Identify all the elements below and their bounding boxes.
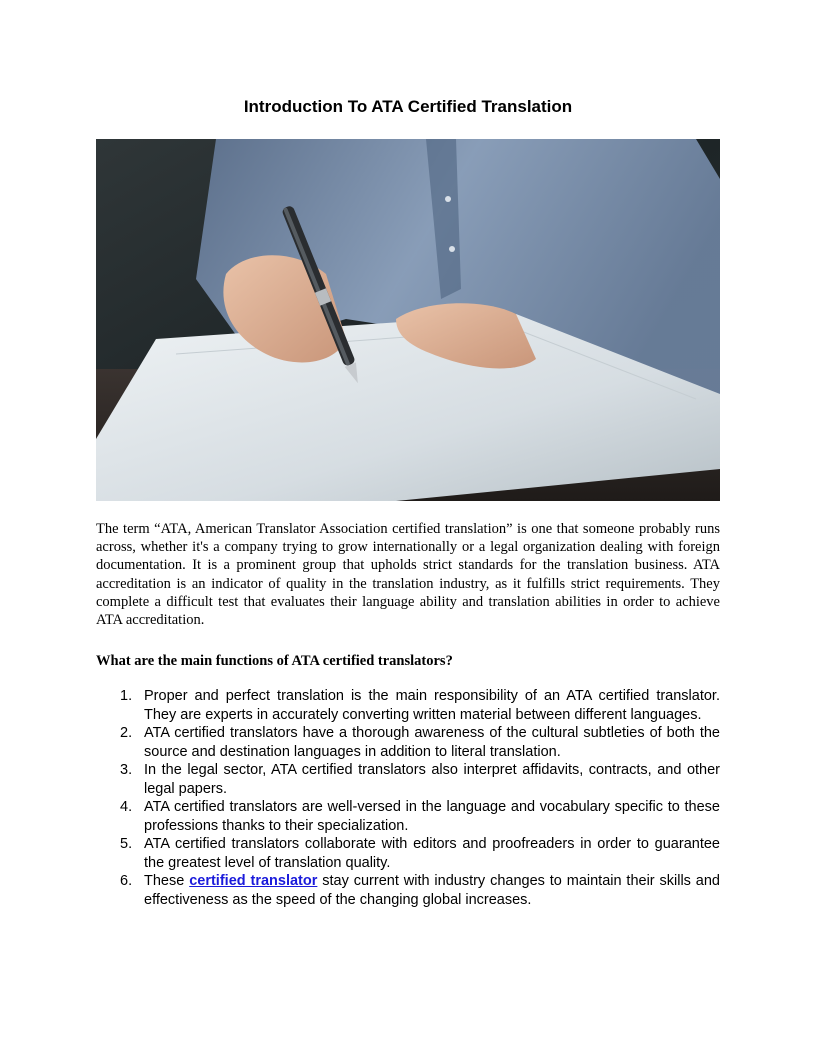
list-item-number: 5. bbox=[120, 836, 133, 852]
section-heading: What are the main functions of ATA certified translators? bbox=[96, 653, 453, 669]
list-item-number: 6. bbox=[120, 873, 133, 889]
list-item-text-after: stay current with industry changes to maintain their skills and effectiveness as the speed of the changing global increases. bbox=[144, 873, 720, 908]
list-item bbox=[96, 761, 720, 798]
list-item bbox=[96, 798, 720, 835]
list-item-number: 1. bbox=[120, 688, 133, 704]
hero-image bbox=[96, 139, 720, 501]
intro-paragraph: The term “ATA, American Translator Association certified translation” is one that someone probably runs across, whether it's a company trying to grow internationally or a legal organization dealing with foreign documentation. It is a prominent group that upholds strict standards for the translation business. ATA accreditation is an indicator of quality in the translation industry, as it fulfills strict requirements. They complete a difficult test that evaluates their language ability and translation abilities in order to achieve ATA accreditation. bbox=[96, 521, 720, 629]
page-title: Introduction To ATA Certified Translation bbox=[243, 97, 573, 116]
list-item-number: 3. bbox=[120, 762, 133, 778]
list-item-text: Proper and perfect translation is the main responsibility of an ATA certified translator. They are experts in accurately converting written material between different languages. bbox=[144, 688, 720, 723]
functions-list bbox=[96, 687, 720, 909]
list-item-text: In the legal sector, ATA certified translators also interpret affidavits, contracts, and other legal papers. bbox=[144, 762, 720, 797]
list-item bbox=[96, 724, 720, 761]
list-item-text: ATA certified translators are well-versed in the language and vocabulary specific to these professions thanks to their specialization. bbox=[144, 799, 720, 834]
list-item-number: 2. bbox=[120, 725, 133, 741]
list-item-text: ATA certified translators have a thorough awareness of the cultural subtleties of both the source and destination languages in addition to literal translation. bbox=[144, 725, 720, 760]
list-item bbox=[96, 687, 720, 724]
list-item bbox=[96, 872, 720, 909]
list-item-number: 4. bbox=[120, 799, 133, 815]
list-item-text: ATA certified translators collaborate with editors and proofreaders in order to guarantee the greatest level of translation quality. bbox=[144, 836, 720, 871]
list-item-text-before: These bbox=[144, 873, 185, 889]
certified-translator-link[interactable]: certified translator bbox=[189, 873, 318, 889]
list-item bbox=[96, 835, 720, 872]
